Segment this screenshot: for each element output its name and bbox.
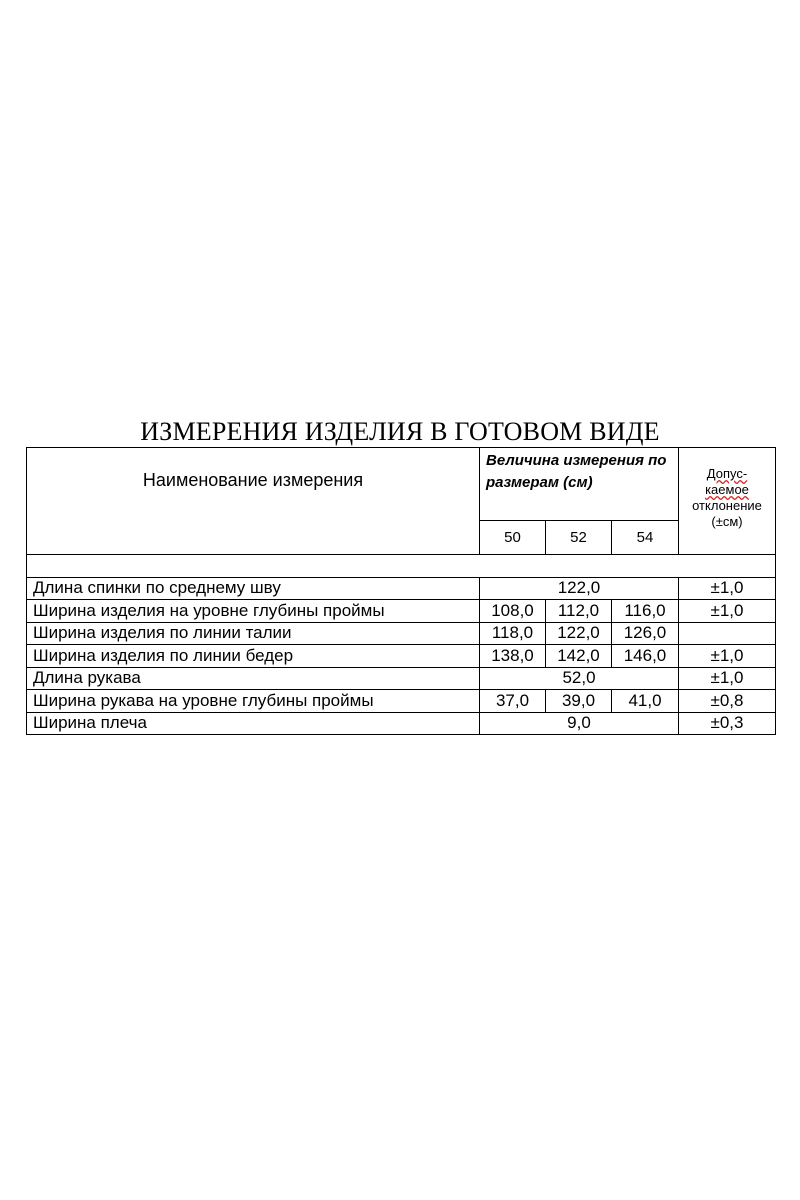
size-header-52: 52 (546, 521, 612, 555)
table-row (27, 622, 776, 645)
row-name: Ширина плеча (27, 712, 480, 735)
row-name: Ширина рукава на уровне глубины проймы (27, 690, 480, 713)
table-row (27, 712, 776, 735)
row-value-52: 39,0 (546, 690, 612, 713)
header-size-group: Величина измерения по размерам (см) (480, 448, 679, 521)
row-value-54: 146,0 (612, 645, 679, 668)
row-value-54: 126,0 (612, 622, 679, 645)
size-header-50: 50 (480, 521, 546, 555)
row-name: Ширина изделия на уровне глубины проймы (27, 600, 480, 623)
table-row (27, 645, 776, 668)
row-tolerance: ±1,0 (679, 577, 776, 600)
row-name: Длина спинки по среднему шву (27, 577, 480, 600)
row-value-52: 142,0 (546, 645, 612, 668)
row-name: Ширина изделия по линии талии (27, 622, 480, 645)
spacer-cell (27, 555, 776, 578)
header-tolerance-line4: (±см) (711, 514, 743, 529)
table-spacer-row (27, 555, 776, 578)
table-row (27, 577, 776, 600)
row-tolerance (679, 622, 776, 645)
row-value-54: 116,0 (612, 600, 679, 623)
row-value-52: 112,0 (546, 600, 612, 623)
row-name: Длина рукава (27, 667, 480, 690)
row-name: Ширина изделия по линии бедер (27, 645, 480, 668)
table-row (27, 600, 776, 623)
table-row (27, 690, 776, 713)
header-tolerance-line1: Допус- (706, 466, 748, 481)
measurements-table (26, 447, 776, 735)
table-row (27, 667, 776, 690)
header-tolerance-line3: отклонение (692, 498, 762, 513)
size-header-54: 54 (612, 521, 679, 555)
row-tolerance: ±0,3 (679, 712, 776, 735)
row-tolerance: ±1,0 (679, 667, 776, 690)
row-tolerance: ±1,0 (679, 645, 776, 668)
row-value-50: 37,0 (480, 690, 546, 713)
header-tolerance-line2: каемое (705, 482, 749, 497)
row-value-50: 118,0 (480, 622, 546, 645)
page-title: ИЗМЕРЕНИЯ ИЗДЕЛИЯ В ГОТОВОМ ВИДЕ (140, 417, 660, 446)
header-measurement-name: Наименование измерения (27, 448, 480, 555)
table-header-row (27, 448, 776, 521)
row-value-52: 122,0 (546, 622, 612, 645)
header-tolerance (679, 448, 776, 555)
row-value-merged: 122,0 (480, 577, 679, 600)
row-tolerance: ±0,8 (679, 690, 776, 713)
row-value-merged: 52,0 (480, 667, 679, 690)
row-tolerance: ±1,0 (679, 600, 776, 623)
row-value-50: 108,0 (480, 600, 546, 623)
row-value-54: 41,0 (612, 690, 679, 713)
row-value-50: 138,0 (480, 645, 546, 668)
row-value-merged: 9,0 (480, 712, 679, 735)
